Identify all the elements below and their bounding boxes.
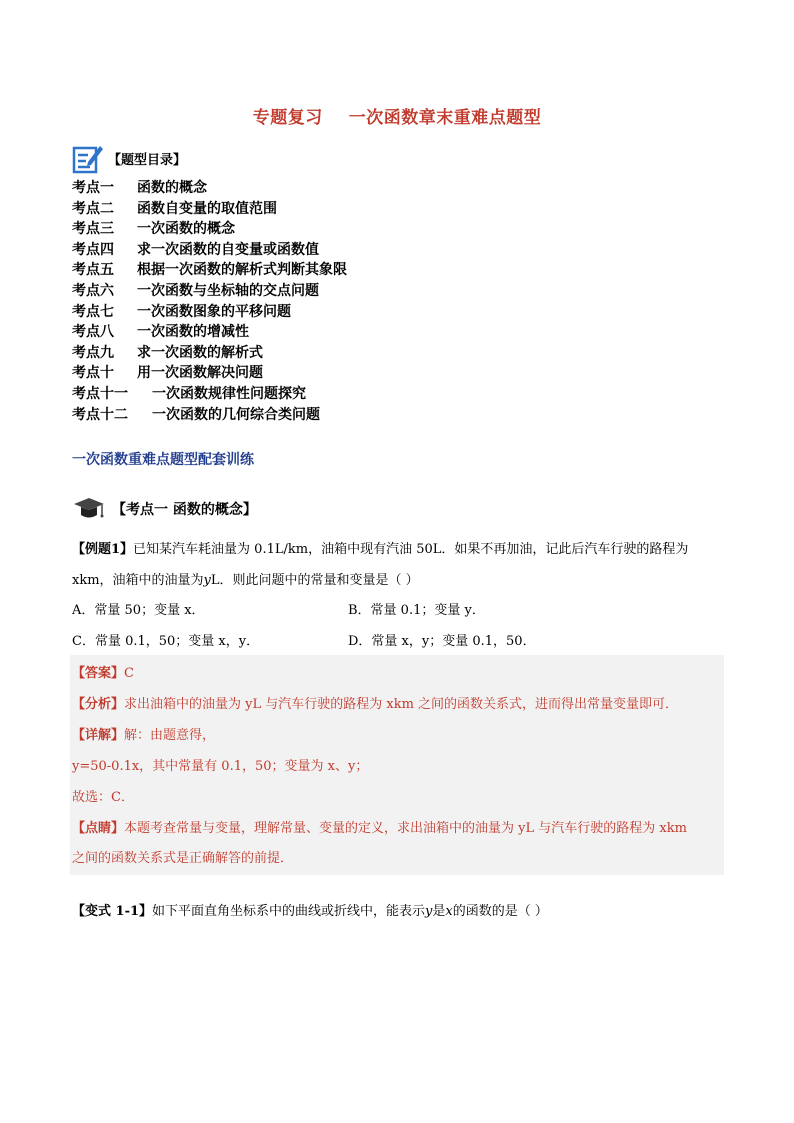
example1-options-row-1: [72, 595, 724, 626]
option-a[interactable]: A．常量 50；变量 x．: [72, 603, 205, 618]
formula-line: y=50-0.1x，其中常量有 0.1，50；变量为 x、y；: [72, 759, 369, 774]
toc-item: 考点十一 一次函数规律性问题探究: [72, 385, 306, 402]
example1-options-row-2: [72, 626, 724, 657]
variant-1-1-question: 【变式 1-1】如下平面直角坐标系中的曲线或折线中，能表示y是x的函数的是（ ）: [72, 904, 548, 919]
graduation-cap-icon: [72, 495, 106, 523]
toc-item: 考点十二 一次函数的几何综合类问题: [72, 406, 320, 423]
comment-line-2: 之间的函数关系式是正确解答的前提．: [72, 851, 294, 866]
answer-line: 【答案】C: [72, 666, 134, 681]
toc-item: 考点六 一次函数与坐标轴的交点问题: [72, 282, 319, 299]
analysis-line: 【分析】求出油箱中的油量为 yL 与汽车行驶的路程为 xkm 之间的函数关系式，进而得出常量变量即可．: [72, 697, 679, 712]
option-c[interactable]: C．常量 0.1，50；变量 x，y．: [72, 634, 260, 649]
toc-item: 考点十 用一次函数解决问题: [72, 365, 263, 382]
choose-line: 故选：C．: [72, 790, 134, 805]
comment-line-1: 【点睛】本题考查常量与变量，理解常量、变量的定义，求出油箱中的油量为 yL 与汽车行驶的路程为 xkm: [72, 821, 687, 836]
title-part-1: 专题复习: [252, 108, 323, 128]
toc-item: 考点五 根据一次函数的解析式判断其象限: [72, 262, 347, 279]
toc-list: [72, 178, 347, 425]
title-part-2: 一次函数章末重难点题型: [348, 108, 542, 128]
toc-item: 考点三 一次函数的概念: [72, 221, 235, 238]
toc-header-label: 【题型目录】: [108, 153, 187, 168]
option-b[interactable]: B．常量 0.1；变量 y．: [348, 603, 485, 618]
kaodian1-header: [72, 495, 257, 523]
option-d[interactable]: D．常量 x，y；变量 0.1，50．: [348, 634, 536, 649]
toc-header: [72, 142, 186, 174]
page-title: [0, 103, 794, 128]
detail-line: 【详解】解：由题意得，: [72, 728, 216, 743]
training-section-link[interactable]: 一次函数重难点题型配套训练: [72, 452, 254, 468]
toc-item: 考点一 函数的概念: [72, 180, 207, 196]
toc-item: 考点九 求一次函数的解析式: [72, 344, 263, 361]
toc-item: 考点四 求一次函数的自变量或函数值: [72, 241, 319, 258]
toc-item: 考点七 一次函数图象的平移问题: [72, 303, 291, 320]
example1-question: 【例题1】已知某汽车耗油量为 0.1L/km，油箱中现有汽油 50L．如果不再加油，记此后汽车行驶的路程为 xkm，油箱中的油量为yL．则此问题中的常量和变量是（ ）: [72, 542, 689, 588]
example1-tag: 【例题1】: [72, 542, 134, 557]
edit-list-icon: [72, 142, 104, 174]
toc-item: 考点八 一次函数的增减性: [72, 324, 249, 341]
variant-tag: 【变式 1-1】: [72, 904, 153, 919]
toc-item: 考点二 函数自变量的取值范围: [72, 200, 277, 217]
kaodian1-label: 【考点一 函数的概念】: [112, 502, 257, 518]
